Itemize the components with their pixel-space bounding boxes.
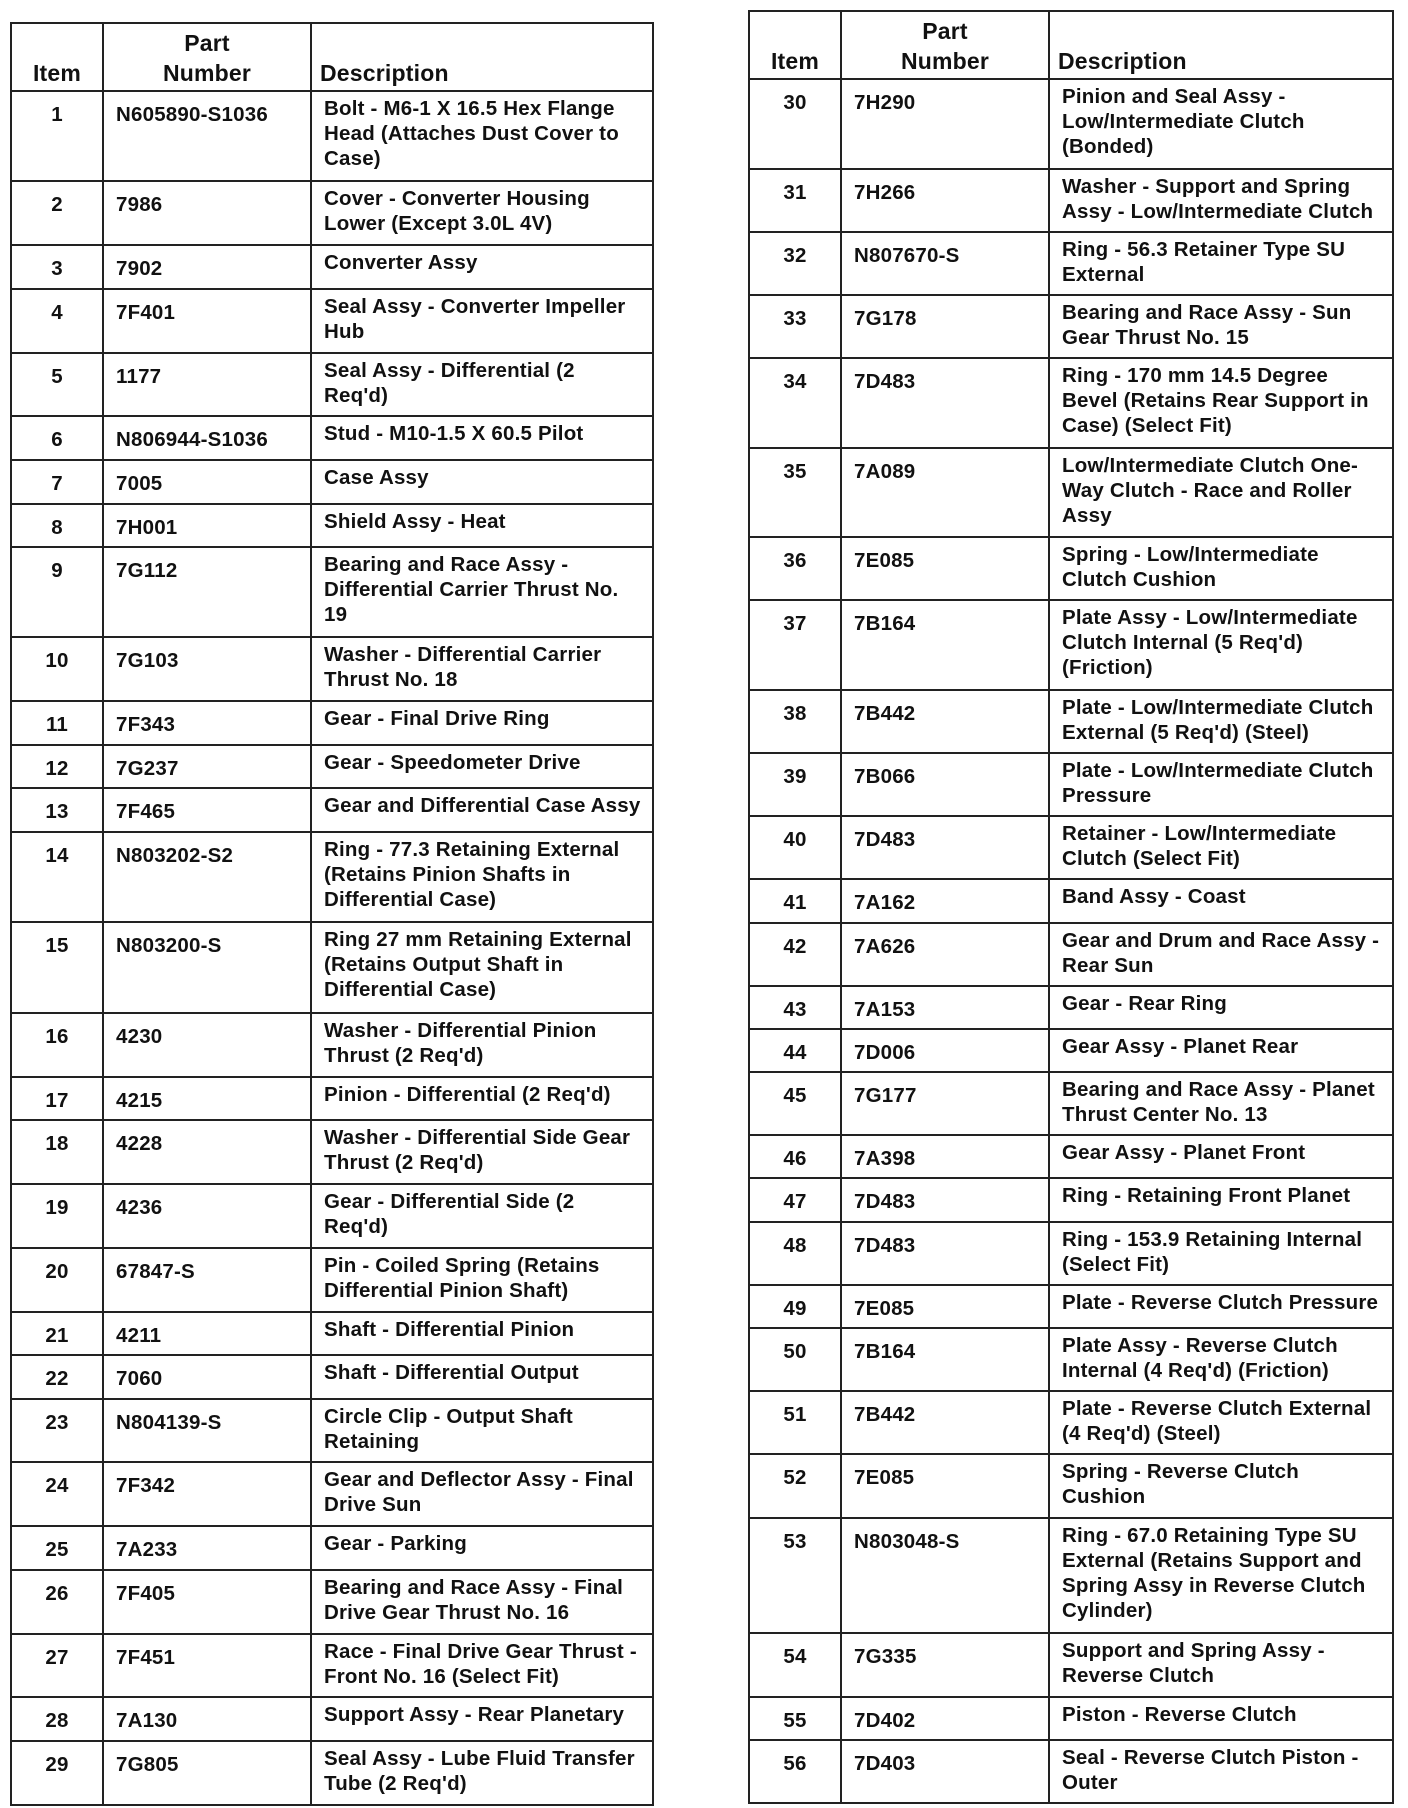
table-row [11, 1248, 653, 1312]
item-number: 18 [11, 1120, 103, 1184]
table-row [11, 922, 653, 1012]
item-number: 54 [749, 1633, 841, 1696]
table-row [749, 1029, 1393, 1072]
part-number: 7A153 [841, 986, 1049, 1029]
table-row [749, 537, 1393, 600]
item-number: 35 [749, 448, 841, 538]
item-number: 6 [11, 416, 103, 460]
part-description: Plate - Low/Intermediate Clutch External (5 Req'd) (Steel) [1049, 690, 1393, 753]
item-number: 4 [11, 289, 103, 353]
part-number: 7A130 [103, 1697, 311, 1741]
item-number: 15 [11, 922, 103, 1012]
part-number: 4211 [103, 1312, 311, 1356]
part-description: Ring - 77.3 Retaining External (Retains Pinion Shafts in Differential Case) [311, 832, 653, 922]
table-row [11, 745, 653, 789]
item-number: 25 [11, 1526, 103, 1570]
table-row [749, 1633, 1393, 1696]
item-number: 47 [749, 1178, 841, 1221]
item-number: 14 [11, 832, 103, 922]
part-description: Circle Clip - Output Shaft Retaining [311, 1399, 653, 1463]
part-description: Shaft - Differential Output [311, 1355, 653, 1399]
part-description: Washer - Differential Carrier Thrust No. 18 [311, 637, 653, 701]
part-number: N803200-S [103, 922, 311, 1012]
table-row [11, 504, 653, 548]
part-description: Plate - Reverse Clutch External (4 Req'd) (Steel) [1049, 1391, 1393, 1454]
item-number: 8 [11, 504, 103, 548]
table-row [11, 1526, 653, 1570]
table-row [11, 1312, 653, 1356]
item-number: 16 [11, 1013, 103, 1077]
part-description: Plate Assy - Low/Intermediate Clutch Internal (5 Req'd) (Friction) [1049, 600, 1393, 690]
table-row [11, 416, 653, 460]
part-number: 7H001 [103, 504, 311, 548]
part-description: Bearing and Race Assy - Sun Gear Thrust No. 15 [1049, 295, 1393, 358]
part-description: Washer - Differential Pinion Thrust (2 Req'd) [311, 1013, 653, 1077]
part-number: 7F405 [103, 1570, 311, 1634]
item-number: 28 [11, 1697, 103, 1741]
part-description: Race - Final Drive Gear Thrust - Front No. 16 (Select Fit) [311, 1634, 653, 1698]
part-description: Ring 27 mm Retaining External (Retains Output Shaft in Differential Case) [311, 922, 653, 1012]
part-number: 7D483 [841, 1178, 1049, 1221]
table-row [749, 1391, 1393, 1454]
part-number: 7G237 [103, 745, 311, 789]
part-description: Seal Assy - Converter Impeller Hub [311, 289, 653, 353]
part-description: Low/Intermediate Clutch One-Way Clutch - Race and Roller Assy [1049, 448, 1393, 538]
table-row [11, 460, 653, 504]
part-number: 7A626 [841, 923, 1049, 986]
part-description: Case Assy [311, 460, 653, 504]
part-description: Shaft - Differential Pinion [311, 1312, 653, 1356]
part-number: N803202-S2 [103, 832, 311, 922]
item-number: 22 [11, 1355, 103, 1399]
item-number: 56 [749, 1740, 841, 1803]
part-description: Gear - Parking [311, 1526, 653, 1570]
item-number: 44 [749, 1029, 841, 1072]
part-number: 7F451 [103, 1634, 311, 1698]
item-number: 13 [11, 788, 103, 832]
table-row [749, 1072, 1393, 1135]
header-description: Description [311, 23, 653, 91]
header-part-number: Part Number [841, 11, 1049, 79]
part-description: Ring - 170 mm 14.5 Degree Bevel (Retains Rear Support in Case) (Select Fit) [1049, 358, 1393, 448]
item-number: 45 [749, 1072, 841, 1135]
part-number: 7986 [103, 181, 311, 245]
item-number: 9 [11, 547, 103, 637]
part-number: 4228 [103, 1120, 311, 1184]
part-number: 7060 [103, 1355, 311, 1399]
item-number: 26 [11, 1570, 103, 1634]
header-row [749, 11, 1393, 79]
item-number: 39 [749, 753, 841, 816]
part-description: Ring - 56.3 Retainer Type SU External [1049, 232, 1393, 295]
part-number: 7A162 [841, 879, 1049, 922]
part-number: 7G805 [103, 1741, 311, 1805]
part-description: Support and Spring Assy - Reverse Clutch [1049, 1633, 1393, 1696]
part-description: Washer - Support and Spring Assy - Low/Intermediate Clutch [1049, 169, 1393, 232]
table-row [749, 816, 1393, 879]
part-number: 7D483 [841, 1222, 1049, 1285]
table-row [11, 1355, 653, 1399]
table-row [11, 181, 653, 245]
part-number: N806944-S1036 [103, 416, 311, 460]
part-description: Gear Assy - Planet Front [1049, 1135, 1393, 1178]
part-number: 7B442 [841, 690, 1049, 753]
table-row [749, 690, 1393, 753]
part-description: Ring - Retaining Front Planet [1049, 1178, 1393, 1221]
part-description: Shield Assy - Heat [311, 504, 653, 548]
part-description: Seal - Reverse Clutch Piston - Outer [1049, 1740, 1393, 1803]
item-number: 34 [749, 358, 841, 448]
item-number: 29 [11, 1741, 103, 1805]
part-description: Pinion - Differential (2 Req'd) [311, 1077, 653, 1121]
part-description: Pin - Coiled Spring (Retains Differential Pinion Shaft) [311, 1248, 653, 1312]
part-description: Gear and Differential Case Assy [311, 788, 653, 832]
part-number: 7D483 [841, 816, 1049, 879]
item-number: 27 [11, 1634, 103, 1698]
header-item: Item [11, 23, 103, 91]
part-number: 7G177 [841, 1072, 1049, 1135]
table-row [749, 1454, 1393, 1517]
table-row [11, 1570, 653, 1634]
part-number: 4236 [103, 1184, 311, 1248]
part-description: Piston - Reverse Clutch [1049, 1697, 1393, 1740]
part-number: 7D483 [841, 358, 1049, 448]
part-number: 7D403 [841, 1740, 1049, 1803]
item-number: 20 [11, 1248, 103, 1312]
part-description: Gear - Rear Ring [1049, 986, 1393, 1029]
table-row [749, 879, 1393, 922]
part-description: Retainer - Low/Intermediate Clutch (Select Fit) [1049, 816, 1393, 879]
table-row [749, 169, 1393, 232]
table-row [11, 1013, 653, 1077]
part-number: 7D006 [841, 1029, 1049, 1072]
part-number: 7F401 [103, 289, 311, 353]
part-number: 7F342 [103, 1462, 311, 1526]
part-description: Bearing and Race Assy - Planet Thrust Center No. 13 [1049, 1072, 1393, 1135]
item-number: 40 [749, 816, 841, 879]
part-description: Plate - Reverse Clutch Pressure [1049, 1285, 1393, 1328]
part-number: 67847-S [103, 1248, 311, 1312]
part-description: Seal Assy - Differential (2 Req'd) [311, 353, 653, 417]
table-row [11, 1399, 653, 1463]
part-number: 7A233 [103, 1526, 311, 1570]
part-number: 7B164 [841, 600, 1049, 690]
table-row [11, 637, 653, 701]
part-number: 1177 [103, 353, 311, 417]
table-row [749, 1285, 1393, 1328]
table-row [11, 1697, 653, 1741]
part-number: 7G103 [103, 637, 311, 701]
part-number: 4230 [103, 1013, 311, 1077]
table-row [749, 923, 1393, 986]
item-number: 31 [749, 169, 841, 232]
table-row [11, 289, 653, 353]
item-number: 12 [11, 745, 103, 789]
table-row [749, 1740, 1393, 1803]
item-number: 36 [749, 537, 841, 600]
table-row [11, 1077, 653, 1121]
part-description: Plate - Low/Intermediate Clutch Pressure [1049, 753, 1393, 816]
part-description: Cover - Converter Housing Lower (Except 3.0L 4V) [311, 181, 653, 245]
item-number: 7 [11, 460, 103, 504]
table-row [11, 91, 653, 181]
part-number: 7E085 [841, 537, 1049, 600]
part-number: 4215 [103, 1077, 311, 1121]
part-number: 7G178 [841, 295, 1049, 358]
part-description: Gear and Drum and Race Assy - Rear Sun [1049, 923, 1393, 986]
item-number: 11 [11, 701, 103, 745]
part-number: 7005 [103, 460, 311, 504]
part-number: 7H266 [841, 169, 1049, 232]
part-description: Seal Assy - Lube Fluid Transfer Tube (2 Req'd) [311, 1741, 653, 1805]
part-number: 7B442 [841, 1391, 1049, 1454]
table-row [11, 547, 653, 637]
item-number: 30 [749, 79, 841, 169]
part-description: Bolt - M6-1 X 16.5 Hex Flange Head (Attaches Dust Cover to Case) [311, 91, 653, 181]
item-number: 51 [749, 1391, 841, 1454]
part-number: 7D402 [841, 1697, 1049, 1740]
table-row [749, 1328, 1393, 1391]
part-number: N803048-S [841, 1518, 1049, 1634]
part-number: 7A398 [841, 1135, 1049, 1178]
item-number: 49 [749, 1285, 841, 1328]
table-row [749, 1697, 1393, 1740]
part-description: Gear - Speedometer Drive [311, 745, 653, 789]
item-number: 17 [11, 1077, 103, 1121]
item-number: 21 [11, 1312, 103, 1356]
item-number: 24 [11, 1462, 103, 1526]
table-row [11, 701, 653, 745]
item-number: 53 [749, 1518, 841, 1634]
part-number: 7G335 [841, 1633, 1049, 1696]
part-number: 7G112 [103, 547, 311, 637]
part-description: Gear Assy - Planet Rear [1049, 1029, 1393, 1072]
header-part-number: Part Number [103, 23, 311, 91]
table-row [749, 753, 1393, 816]
part-description: Gear - Final Drive Ring [311, 701, 653, 745]
parts-table-left [10, 22, 654, 1806]
table-row [11, 1184, 653, 1248]
item-number: 55 [749, 1697, 841, 1740]
part-number: N804139-S [103, 1399, 311, 1463]
item-number: 46 [749, 1135, 841, 1178]
part-description: Bearing and Race Assy - Differential Carrier Thrust No. 19 [311, 547, 653, 637]
item-number: 33 [749, 295, 841, 358]
part-description: Stud - M10-1.5 X 60.5 Pilot [311, 416, 653, 460]
part-description: Support Assy - Rear Planetary [311, 1697, 653, 1741]
table-row [749, 295, 1393, 358]
table-row [11, 1462, 653, 1526]
part-number: 7B066 [841, 753, 1049, 816]
table-row [749, 232, 1393, 295]
item-number: 2 [11, 181, 103, 245]
part-description: Ring - 153.9 Retaining Internal (Select Fit) [1049, 1222, 1393, 1285]
table-row [11, 353, 653, 417]
parts-table-right [748, 10, 1394, 1804]
part-number: 7E085 [841, 1285, 1049, 1328]
table-row [749, 358, 1393, 448]
item-number: 10 [11, 637, 103, 701]
table-row [749, 1135, 1393, 1178]
item-number: 19 [11, 1184, 103, 1248]
item-number: 38 [749, 690, 841, 753]
table-row [11, 245, 653, 289]
part-description: Gear and Deflector Assy - Final Drive Sun [311, 1462, 653, 1526]
item-number: 23 [11, 1399, 103, 1463]
item-number: 32 [749, 232, 841, 295]
header-row [11, 23, 653, 91]
part-number: 7F343 [103, 701, 311, 745]
part-description: Converter Assy [311, 245, 653, 289]
item-number: 3 [11, 245, 103, 289]
header-description: Description [1049, 11, 1393, 79]
table-row [749, 1222, 1393, 1285]
item-number: 37 [749, 600, 841, 690]
item-number: 48 [749, 1222, 841, 1285]
table-row [749, 79, 1393, 169]
part-number: 7E085 [841, 1454, 1049, 1517]
part-description: Spring - Low/Intermediate Clutch Cushion [1049, 537, 1393, 600]
part-number: N605890-S1036 [103, 91, 311, 181]
part-number: N807670-S [841, 232, 1049, 295]
header-item: Item [749, 11, 841, 79]
item-number: 5 [11, 353, 103, 417]
item-number: 52 [749, 1454, 841, 1517]
part-description: Spring - Reverse Clutch Cushion [1049, 1454, 1393, 1517]
item-number: 43 [749, 986, 841, 1029]
part-number: 7B164 [841, 1328, 1049, 1391]
part-number: 7F465 [103, 788, 311, 832]
item-number: 41 [749, 879, 841, 922]
table-row [749, 986, 1393, 1029]
part-description: Bearing and Race Assy - Final Drive Gear Thrust No. 16 [311, 1570, 653, 1634]
table-row [11, 1634, 653, 1698]
table-row [11, 788, 653, 832]
table-row [749, 600, 1393, 690]
table-row [749, 1178, 1393, 1221]
part-description: Plate Assy - Reverse Clutch Internal (4 Req'd) (Friction) [1049, 1328, 1393, 1391]
part-description: Pinion and Seal Assy - Low/Intermediate Clutch (Bonded) [1049, 79, 1393, 169]
table-row [11, 1120, 653, 1184]
part-description: Washer - Differential Side Gear Thrust (2 Req'd) [311, 1120, 653, 1184]
part-description: Band Assy - Coast [1049, 879, 1393, 922]
item-number: 50 [749, 1328, 841, 1391]
table-row [749, 1518, 1393, 1634]
item-number: 1 [11, 91, 103, 181]
part-description: Ring - 67.0 Retaining Type SU External (Retains Support and Spring Assy in Reverse Clutch Cylinder) [1049, 1518, 1393, 1634]
item-number: 42 [749, 923, 841, 986]
table-row [749, 448, 1393, 538]
part-number: 7H290 [841, 79, 1049, 169]
table-row [11, 832, 653, 922]
table-row [11, 1741, 653, 1805]
part-number: 7A089 [841, 448, 1049, 538]
part-description: Gear - Differential Side (2 Req'd) [311, 1184, 653, 1248]
part-number: 7902 [103, 245, 311, 289]
